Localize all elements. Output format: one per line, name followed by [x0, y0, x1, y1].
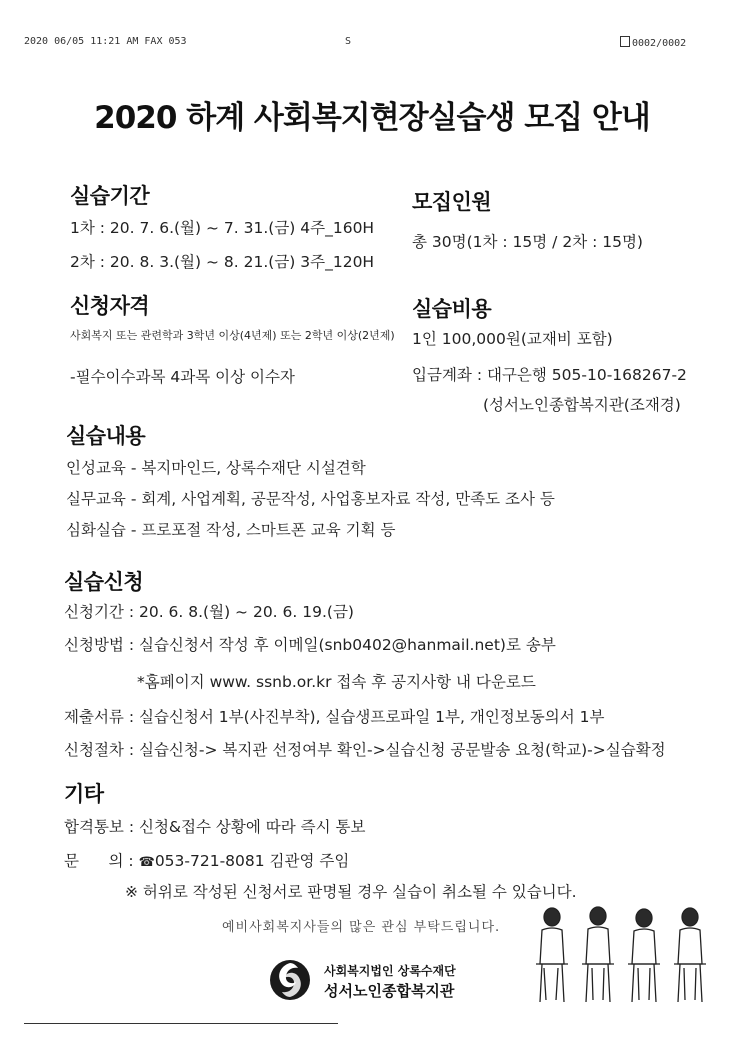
content-line-1: 인성교육 - 복지마인드, 상록수재단 시설견학	[66, 459, 366, 477]
eligibility-line-2: -필수이수과목 4과목 이상 이수자	[70, 368, 295, 386]
application-line-2: 신청방법 : 실습신청서 작성 후 이메일(snb0402@hanmail.net)로 송부	[64, 636, 556, 654]
section-heading-cost: 실습비용	[412, 297, 492, 321]
cost-line-1: 1인 100,000원(교재비 포함)	[412, 330, 613, 348]
content-line-2: 실무교육 - 회계, 사업계획, 공문작성, 사업홍보자료 작성, 만족도 조사 등	[66, 490, 555, 508]
etc-notice: ※ 허위로 작성된 신청서로 판명될 경우 실습이 취소될 수 있습니다.	[125, 883, 577, 901]
fax-header-left: 2020 06/05 11:21 AM FAX 053	[24, 36, 187, 47]
page-title: 2020 하계 사회복지현장실습생 모집 안내	[94, 100, 650, 136]
section-heading-content: 실습내용	[66, 424, 146, 448]
closing-handwritten: 예비사회복지사들의 많은 관심 부탁드립니다.	[222, 920, 501, 935]
org-logo	[268, 958, 312, 1002]
application-line-5: 신청절차 : 실습신청-> 복지관 선정여부 확인->실습신청 공문발송 요청(학교)->실습확정	[64, 741, 666, 759]
period-line-2: 2차 : 20. 8. 3.(월) ~ 8. 21.(금) 3주_120H	[70, 253, 375, 271]
fax-page-icon	[620, 36, 630, 47]
org-name: 성서노인종합복지관	[324, 982, 455, 1000]
application-line-1: 신청기간 : 20. 6. 8.(월) ~ 20. 6. 19.(금)	[64, 603, 354, 621]
fax-header-mid: S	[345, 36, 352, 47]
content-line-3: 심화실습 - 프로포절 작성, 스마트폰 교육 기획 등	[66, 521, 396, 539]
cost-line-2: 입금계좌 : 대구은행 505-10-168267-2	[412, 366, 687, 384]
inquiry-label: 문 의 :	[64, 852, 134, 870]
etc-inquiry	[64, 849, 349, 871]
period-line-1: 1차 : 20. 7. 6.(월) ~ 7. 31.(금) 4주_160H	[70, 219, 375, 237]
etc-line-1: 합격통보 : 신청&접수 상황에 따라 즉시 통보	[64, 818, 366, 836]
fax-page-number: 0002/0002	[632, 38, 687, 49]
bottom-rule	[24, 1023, 338, 1024]
students-illustration	[530, 902, 730, 1012]
cost-line-3: (성서노인종합복지관(조재경)	[483, 396, 681, 414]
section-heading-etc: 기타	[64, 782, 104, 806]
application-line-4: 제출서류 : 실습신청서 1부(사진부착), 실습생프로파일 1부, 개인정보동의서 1부	[64, 708, 605, 726]
org-foundation: 사회복지법인 상록수재단	[324, 964, 456, 978]
phone-icon: ☎	[138, 855, 155, 870]
section-heading-application: 실습신청	[64, 570, 144, 594]
fax-header-right	[620, 36, 686, 49]
recruit-line-1: 총 30명(1차 : 15명 / 2차 : 15명)	[412, 233, 643, 251]
section-heading-period: 실습기간	[70, 184, 150, 208]
section-heading-recruit: 모집인원	[412, 190, 492, 214]
inquiry-value: 053-721-8081 김관영 주임	[154, 852, 350, 870]
application-line-3: *홈페이지 www. ssnb.or.kr 접속 후 공지사항 내 다운로드	[137, 673, 536, 691]
section-heading-eligibility: 신청자격	[70, 294, 150, 318]
eligibility-line-1: 사회복지 또는 관련학과 3학년 이상(4년제) 또는 2학년 이상(2년제)	[70, 329, 395, 342]
